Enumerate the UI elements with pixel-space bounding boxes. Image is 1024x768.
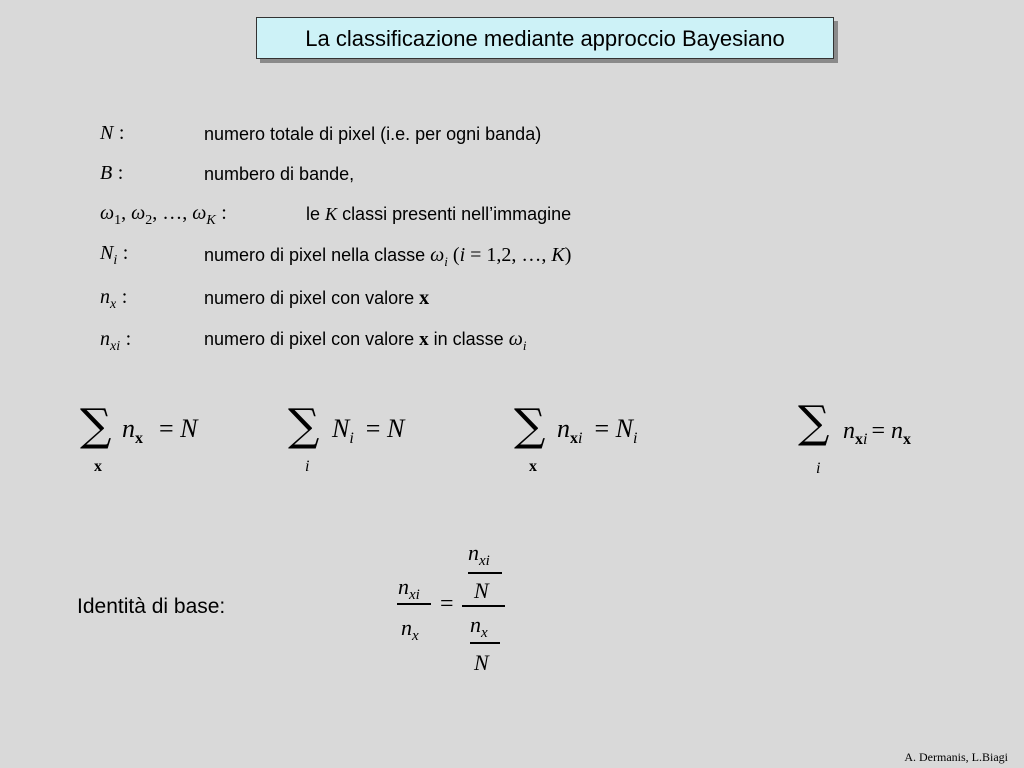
def-symbol-omega: $\omega_1$, $\omega_2$, …, $\omega_K$ : <box>100 202 227 228</box>
identity-label: Identità di base: <box>77 595 226 618</box>
def-text-omega-post: classi presenti nell’immagine <box>342 204 572 224</box>
def-text-omega <box>306 204 571 225</box>
sigma-symbol: ∑ <box>514 400 546 451</box>
slide-title: La classificazione mediante approccio Bayesiano <box>305 26 785 51</box>
def-text-N: numero totale di pixel (i.e. per ogni banda) <box>204 124 542 144</box>
def-symbol-nx: $n_x$ : <box>100 286 128 312</box>
def-text-omega-var: K <box>325 204 338 224</box>
def-text-B: numbero di bande, <box>204 164 355 184</box>
def-text-nxi-bold: x <box>419 329 429 350</box>
def-text-nxi-pre: numero di pixel con valore <box>204 329 415 349</box>
def-text-omega-pre: le <box>306 204 321 224</box>
def-symbol-Ni: $N_i$ : <box>100 242 129 268</box>
def-text-nx <box>204 287 429 310</box>
sigma-symbol: ∑ <box>288 400 320 451</box>
def-text-nx-pre: numero di pixel con valore <box>204 288 415 308</box>
def-text-Ni-pre: numero di pixel nella classe <box>204 245 426 265</box>
def-text-nx-bold: x <box>419 287 430 309</box>
def-symbol-N: N : <box>100 122 125 144</box>
def-symbol-nxi: $n_{xi}$ : <box>100 328 132 354</box>
def-text-nxi: numero di pixel con valore x in classe $\omega_i$ <box>204 328 527 353</box>
def-text-nxi-mid: in classe <box>433 329 504 349</box>
title-box <box>256 17 834 59</box>
def-symbol-B: B : <box>100 162 124 184</box>
footer-authors: A. Dermanis, L.Biagi <box>904 750 1008 764</box>
sigma-symbol: ∑ <box>80 400 112 451</box>
sigma-symbol: ∑ <box>798 397 830 448</box>
def-text-Ni: numero di pixel nella classe $\omega_i$ (i = 1,2, …, K) <box>204 244 572 269</box>
